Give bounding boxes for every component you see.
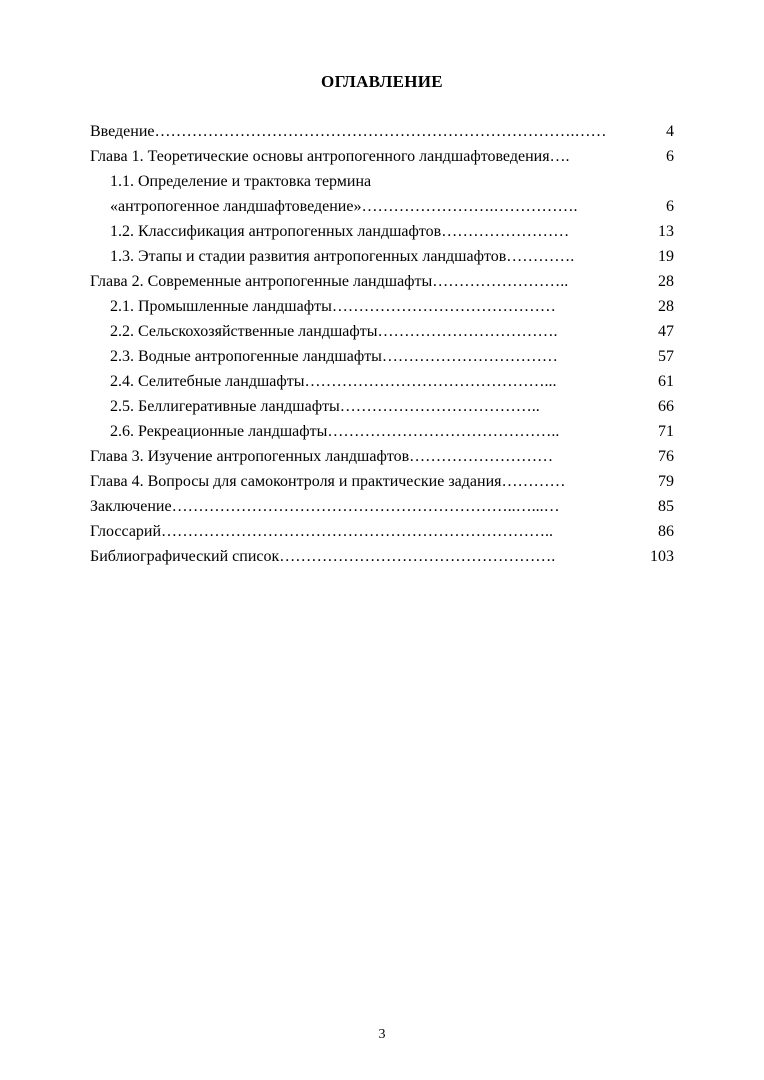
toc-entry-section-2-5 <box>90 394 674 419</box>
toc-entry-text: Глава 4. Вопросы для самоконтроля и практические задания………… <box>90 473 566 490</box>
toc-entry-section-2-2 <box>90 319 674 344</box>
toc-entry-text: 2.3. Водные антропогенные ландшафты…………………………… <box>110 348 558 365</box>
toc-entry-text: 2.2. Сельскохозяйственные ландшафты……………………………. <box>110 323 558 340</box>
toc-entry-text: «антропогенное ландшафтоведение»…………………….……………. <box>110 198 578 215</box>
toc-entry-text: 1.1. Определение и трактовка термина <box>110 173 372 190</box>
toc-entry-page: 76 <box>658 448 674 465</box>
toc-entry-page: 6 <box>666 148 674 165</box>
toc-entry-bibliography <box>90 544 674 569</box>
page-number: 3 <box>378 1027 386 1042</box>
toc-entry-page: 19 <box>658 248 674 265</box>
toc-entry-text: Глава 1. Теоретические основы антропогенного ландшафтоведения…. <box>90 148 570 165</box>
toc-entry-text: 2.5. Беллигеративные ландшафты……………………………….. <box>110 398 540 415</box>
toc-entry-text: Заключение………………………………………………………..…...… <box>90 498 560 515</box>
toc-entry-section-1-1 <box>90 169 674 194</box>
toc-entry-chapter-4 <box>90 469 674 494</box>
toc-entry-text: 1.2. Классификация антропогенных ландшафтов…………………… <box>110 223 570 240</box>
table-of-contents <box>90 119 674 569</box>
toc-entry-page: 4 <box>666 123 674 140</box>
toc-entry-page: 66 <box>658 398 674 415</box>
toc-entry-chapter-2 <box>90 269 674 294</box>
toc-entry-section-2-4 <box>90 369 674 394</box>
toc-entry-text: Библиографический список……………………………………………. <box>90 548 556 565</box>
toc-entry-text: Глава 3. Изучение антропогенных ландшафтов……………………… <box>90 448 554 465</box>
toc-entry-text: Глава 2. Современные антропогенные ландшафты…………………….. <box>90 273 569 290</box>
toc-entry-glossary <box>90 519 674 544</box>
toc-entry-page: 71 <box>658 423 674 440</box>
toc-entry-conclusion <box>90 494 674 519</box>
toc-entry-page: 57 <box>658 348 674 365</box>
toc-entry-text: 2.6. Рекреационные ландшафты…………………………………….. <box>110 423 560 440</box>
toc-entry-text: 2.4. Селитебные ландшафты………………………………………... <box>110 373 557 390</box>
toc-entry-section-2-1 <box>90 294 674 319</box>
toc-entry-section-1-1-continued <box>90 194 674 219</box>
toc-entry-page: 86 <box>658 523 674 540</box>
toc-entry-text: Введение…………………………………………………………………….…… <box>90 123 607 140</box>
toc-entry-page: 85 <box>658 498 674 515</box>
toc-entry-page: 103 <box>650 548 674 565</box>
toc-entry-page: 6 <box>666 198 674 215</box>
toc-entry-text: 1.3. Этапы и стадии развития антропогенных ландшафтов…………. <box>110 248 575 265</box>
page-title: ОГЛАВЛЕНИЕ <box>321 72 443 91</box>
toc-entry-text: Глоссарий……………………………………………………………….. <box>90 523 554 540</box>
toc-entry-chapter-1 <box>90 144 674 169</box>
toc-entry-section-1-3 <box>90 244 674 269</box>
toc-entry-page: 28 <box>658 298 674 315</box>
toc-entry-introduction <box>90 119 674 144</box>
toc-entry-page: 61 <box>658 373 674 390</box>
toc-entry-page: 13 <box>658 223 674 240</box>
toc-entry-section-1-2 <box>90 219 674 244</box>
toc-entry-page: 47 <box>658 323 674 340</box>
toc-entry-section-2-3 <box>90 344 674 369</box>
toc-entry-page: 79 <box>658 473 674 490</box>
toc-entry-section-2-6 <box>90 419 674 444</box>
toc-entry-page: 28 <box>658 273 674 290</box>
toc-entry-text: 2.1. Промышленные ландшафты…………………………………… <box>110 298 556 315</box>
toc-entry-chapter-3 <box>90 444 674 469</box>
